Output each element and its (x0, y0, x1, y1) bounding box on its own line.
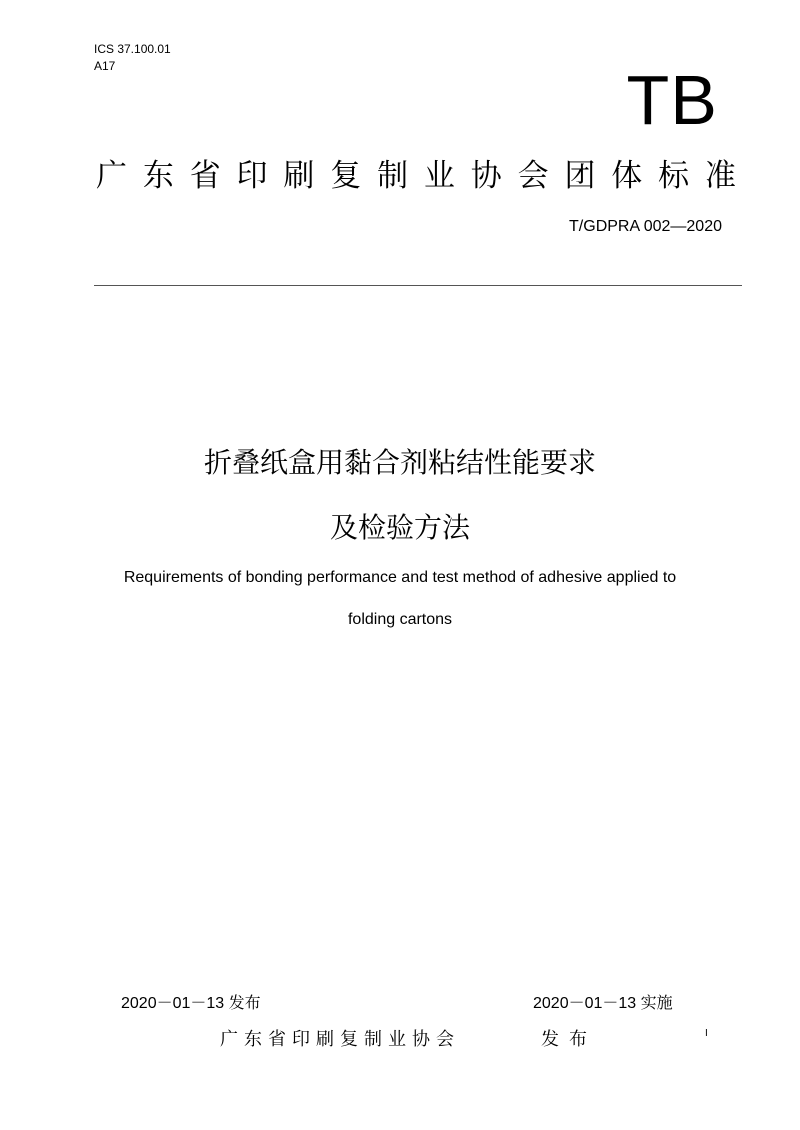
standard-type-char: 会 (517, 158, 549, 194)
issue-label: 发布 (541, 1029, 597, 1050)
page-mark: I (705, 1028, 708, 1039)
publisher-name: 广东省印刷复制业协会 (220, 1029, 460, 1050)
title-en-line1: Requirements of bonding performance and test method of adhesive applied to (123, 569, 677, 586)
standard-type-char: 准 (704, 158, 736, 194)
standard-type-char: 印 (236, 158, 268, 194)
classification-code: A17 (94, 59, 116, 73)
header-divider (94, 285, 742, 286)
title-zh-line1: 折叠纸盒用黏合剂粘结性能要求 (203, 446, 596, 479)
ics-code: ICS 37.100.01 (94, 42, 171, 56)
standard-type-char: 协 (470, 158, 502, 194)
publish-date: 2020－01－13 发布 (121, 995, 261, 1012)
standard-type-heading (96, 154, 736, 198)
standard-type-char: 标 (658, 158, 690, 194)
standard-type-char: 体 (611, 158, 643, 194)
standard-type-char: 东 (142, 158, 174, 194)
standard-type-char: 复 (330, 158, 362, 194)
standard-type-char: 省 (189, 158, 221, 194)
title-zh-line2: 及检验方法 (329, 511, 470, 544)
standard-logo: TB (626, 61, 718, 139)
standard-type-char: 制 (377, 158, 409, 194)
standard-number: T/GDPRA 002—2020 (569, 218, 722, 235)
standard-type-char: 团 (564, 158, 596, 194)
effective-date: 2020－01－13 实施 (533, 995, 673, 1012)
standard-type-char: 广 (96, 158, 127, 194)
standard-type-char: 刷 (283, 158, 315, 194)
standard-type-char: 业 (423, 158, 455, 194)
title-en-line2: folding cartons (347, 611, 453, 628)
